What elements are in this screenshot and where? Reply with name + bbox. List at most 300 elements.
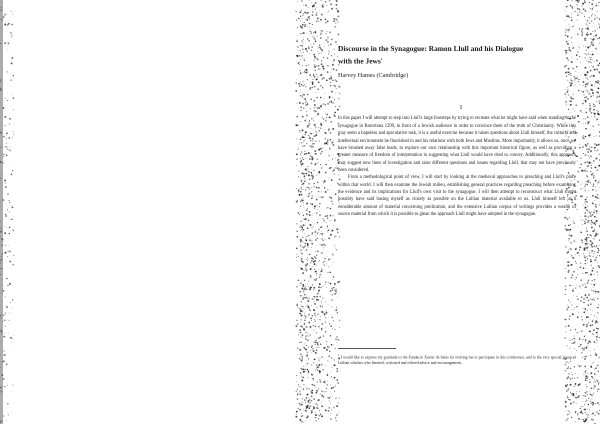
scan-speck [597,298,599,300]
scan-speck [597,277,598,278]
scan-speck [329,0,331,2]
scan-speck [8,137,9,138]
scan-speck [577,199,578,200]
scan-speck [3,154,5,156]
scan-speck [596,86,597,87]
scan-speck [301,380,303,382]
scan-speck [318,269,319,270]
scan-speck [301,84,302,85]
scan-speck [587,78,589,80]
scan-speck [318,364,320,366]
scan-speck [581,31,582,32]
scan-speck [589,348,590,349]
scan-speck [583,135,584,136]
scan-speck [300,158,301,159]
scan-speck [311,169,312,170]
scan-speck [590,223,591,224]
scan-speck [591,270,593,272]
scan-speck [584,162,586,164]
scan-speck [309,120,310,121]
scan-speck [301,164,302,165]
scan-speck [586,203,587,204]
scan-speck [311,147,312,148]
scan-speck [312,146,314,148]
scan-speck [309,23,311,25]
scan-speck [583,78,584,79]
scan-speck [591,246,593,248]
scan-speck [318,196,319,197]
scan-speck [320,153,321,154]
scan-speck [588,83,589,84]
scan-speck [298,176,299,177]
scan-speck [571,42,572,43]
scan-speck [596,130,597,131]
scan-speck [300,332,302,334]
scan-speck [9,320,10,321]
scan-speck [332,317,334,319]
scan-speck [316,213,317,214]
scan-speck [333,228,334,229]
scan-speck [312,157,314,159]
scan-speck [299,291,301,293]
scan-speck [323,251,324,252]
scan-speck [591,419,593,421]
scan-speck [589,330,591,332]
scan-speck [589,319,590,320]
scan-speck [319,290,320,291]
scan-speck [302,296,303,297]
scan-speck [316,92,317,93]
scan-speck [327,41,329,43]
scan-speck [319,203,321,205]
scan-speck [591,65,592,66]
scan-speck [335,417,336,418]
scan-speck [591,135,592,136]
scan-speck [591,163,592,164]
scan-speck [6,420,7,421]
scan-speck [584,2,585,3]
scan-speck [307,236,308,237]
scan-speck [586,380,587,381]
scan-speck [596,149,597,150]
scan-speck [592,26,593,27]
scan-speck [313,170,314,171]
scan-speck [582,32,584,34]
scan-speck [303,22,304,23]
scan-speck [311,49,312,50]
scan-speck [328,11,329,12]
scan-speck [297,355,298,356]
scan-speck [594,18,595,19]
scan-speck [585,144,587,146]
scan-speck [577,8,579,10]
scan-speck [566,419,568,421]
scan-speck [316,338,317,339]
scan-speck [585,74,587,76]
scan-speck [579,56,580,57]
scan-speck [324,216,325,217]
scan-speck [1,238,3,240]
scan-speck [315,392,317,394]
scan-speck [310,145,311,146]
scan-speck [316,255,317,256]
scan-speck [311,345,313,347]
scan-speck [3,378,5,380]
scan-speck [593,130,594,131]
scan-speck [6,227,7,228]
scan-speck [324,380,325,381]
scan-speck [306,356,307,357]
scan-speck [579,47,580,48]
scan-speck [302,358,303,359]
scan-speck [331,201,333,203]
scan-speck [324,180,325,181]
scan-speck [586,243,587,244]
scan-speck [593,319,594,320]
scan-speck [303,207,304,208]
scan-speck [597,364,599,366]
scan-speck [587,149,588,150]
scan-speck [598,382,599,383]
scan-speck [584,212,586,214]
scan-speck [331,357,332,358]
scan-speck [331,185,332,186]
scan-speck [311,247,312,248]
scan-speck [298,191,299,192]
scan-speck [315,403,317,405]
scan-speck [585,108,586,109]
scan-speck [584,202,585,203]
scan-speck [315,9,316,10]
scan-speck [309,297,310,298]
scan-speck [323,57,324,58]
scan-speck [314,299,315,300]
scan-speck [333,169,335,171]
scan-speck [591,146,593,148]
scan-speck [301,165,302,166]
scan-speck [306,175,307,176]
scan-speck [595,167,597,169]
scan-speck [303,215,304,216]
scan-speck [314,296,315,297]
scan-speck [328,259,330,261]
scan-speck [304,242,305,243]
scan-speck [590,250,591,251]
scan-speck [336,398,337,399]
scan-speck [301,301,302,302]
scan-speck [330,385,331,386]
scan-speck [2,321,3,322]
scan-speck [577,274,578,275]
scan-speck [585,392,587,394]
scan-speck [304,342,305,343]
scan-speck [9,312,10,313]
scan-speck [318,219,319,220]
scan-speck [311,33,312,34]
scan-speck [297,46,299,48]
scan-speck [305,243,306,244]
scan-speck [306,236,307,237]
scan-speck [325,302,326,303]
scan-speck [580,408,582,410]
scan-speck [327,230,328,231]
scan-speck [314,56,316,58]
scan-speck [301,52,302,53]
scan-speck [323,396,325,398]
scan-speck [596,336,598,338]
scan-speck [304,22,305,23]
scan-speck [335,106,336,107]
scan-speck [309,239,311,241]
scan-speck [597,255,598,256]
scan-speck [303,107,304,108]
scan-speck [327,226,328,227]
scan-speck [312,315,313,316]
scan-speck [319,283,320,284]
scan-speck [303,261,304,262]
scan-speck [9,202,10,203]
scan-speck [309,49,310,50]
scan-speck [308,371,309,372]
scan-speck [591,414,592,415]
scan-speck [584,395,585,396]
scan-speck [322,286,323,287]
scan-speck [321,270,322,271]
scan-speck [301,288,303,290]
scan-speck [586,280,587,281]
scan-speck [585,380,586,381]
scan-speck [321,303,322,304]
scan-speck [296,260,297,261]
scan-speck [579,346,580,347]
scan-speck [304,59,305,60]
scan-speck [4,116,6,118]
scan-speck [586,83,588,85]
scan-speck [580,300,582,302]
scan-speck [330,43,332,45]
scan-speck [583,253,584,254]
scan-speck [301,187,302,188]
scan-speck [310,155,311,156]
scan-speck [589,252,590,253]
scan-speck [583,123,584,124]
scan-speck [581,29,582,30]
scan-speck [591,290,592,291]
scan-speck [313,196,314,197]
scan-speck [330,283,331,284]
scan-speck [333,387,334,388]
scan-speck [307,187,308,188]
scan-speck [306,270,307,271]
scan-speck [594,14,595,15]
scan-speck [581,189,582,190]
scan-speck [577,115,579,117]
scan-speck [3,360,5,362]
scan-speck [317,51,318,52]
scan-speck [588,134,590,136]
scan-speck [317,307,318,308]
scan-speck [304,139,305,140]
scan-speck [585,47,586,48]
scan-speck [583,8,585,10]
scan-speck [579,11,580,12]
scan-speck [302,310,304,312]
scan-speck [589,103,590,104]
scan-speck [335,398,336,399]
scan-speck [597,64,599,66]
scan-speck [321,227,322,228]
scan-speck [592,419,594,421]
scan-speck [302,157,303,158]
scan-speck [320,305,322,307]
scan-speck [332,129,333,130]
scan-speck [305,86,306,87]
scan-speck [590,314,591,315]
scan-speck [597,325,598,326]
scan-speck [587,20,588,21]
scan-speck [321,310,323,312]
scan-speck [319,131,320,132]
scan-speck [303,180,304,181]
scan-speck [336,161,337,162]
scan-speck [589,22,591,24]
scan-speck [310,406,311,407]
scan-speck [306,111,307,112]
scan-speck [317,222,318,223]
scan-speck [586,265,587,266]
scan-speck [299,11,301,13]
scan-speck [594,236,595,237]
scan-speck [595,77,596,78]
scan-speck [315,126,316,127]
scan-speck [585,341,586,342]
scan-speck [571,19,573,21]
scan-speck [3,16,4,17]
scan-speck [300,121,301,122]
scan-speck [594,61,595,62]
scan-speck [307,121,308,122]
scan-speck [598,111,599,112]
scan-speck [335,158,336,159]
scan-speck [301,421,303,423]
scan-speck [585,372,586,373]
scan-speck [301,221,302,222]
scan-speck [589,17,591,19]
scan-speck [300,20,301,21]
scan-speck [311,191,312,192]
scan-speck [584,185,586,187]
scan-speck [591,62,592,63]
scan-speck [308,402,309,403]
scan-speck [592,413,594,415]
scan-speck [296,254,297,255]
scan-speck [317,342,319,344]
scan-speck [337,30,338,31]
scan-speck [578,46,579,47]
scan-speck [333,60,335,62]
scan-speck [314,287,315,288]
scan-speck [320,0,321,1]
scan-speck [331,413,332,414]
scan-speck [320,413,321,414]
scan-speck [578,72,579,73]
scan-speck [302,198,303,199]
scan-speck [11,206,13,208]
scan-speck [317,7,318,8]
scan-speck [596,119,597,120]
scan-speck [325,392,326,393]
scan-speck [582,247,583,248]
scan-speck [598,94,599,95]
scan-speck [313,120,314,121]
scan-speck [305,348,307,350]
scan-speck [330,82,331,83]
scan-speck [311,234,312,235]
scan-speck [297,395,298,396]
scan-speck [568,31,569,32]
scan-speck [582,112,583,113]
scan-speck [304,26,305,27]
scan-speck [13,134,14,135]
scan-speck [334,99,335,100]
scan-speck [334,221,335,222]
scan-speck [571,37,573,39]
scan-speck [330,139,332,141]
scan-speck [577,209,578,210]
scan-speck [327,256,328,257]
scan-speck [585,100,587,102]
scan-speck [12,229,14,231]
scan-speck [316,97,318,99]
scan-speck [580,196,581,197]
scan-speck [304,89,305,90]
scan-speck [308,314,310,316]
scan-speck [580,216,581,217]
scan-speck [592,274,593,275]
scan-speck [587,414,588,415]
scan-speck [314,320,316,322]
scan-speck [317,192,318,193]
scan-speck [310,350,311,351]
scan-speck [300,89,301,90]
scan-speck [593,94,594,95]
scan-speck [572,26,573,27]
scan-speck [587,166,588,167]
scan-speck [585,260,586,261]
scan-speck [329,32,331,34]
scan-speck [590,401,591,402]
scan-speck [590,350,591,351]
scan-speck [304,120,306,122]
scan-speck [317,405,318,406]
scan-speck [325,104,326,105]
scan-speck [316,13,317,14]
scan-speck [9,211,10,212]
scan-speck [325,33,326,34]
scan-speck [578,121,580,123]
scan-speck [307,13,309,15]
scan-speck [582,413,584,415]
scan-speck [304,137,305,138]
scan-speck [586,49,587,50]
scan-speck [582,401,583,402]
scan-speck [323,118,325,120]
scan-speck [570,5,572,7]
scan-speck [316,212,317,213]
scan-speck [300,230,301,231]
scan-speck [311,118,313,120]
scan-speck [566,14,567,15]
